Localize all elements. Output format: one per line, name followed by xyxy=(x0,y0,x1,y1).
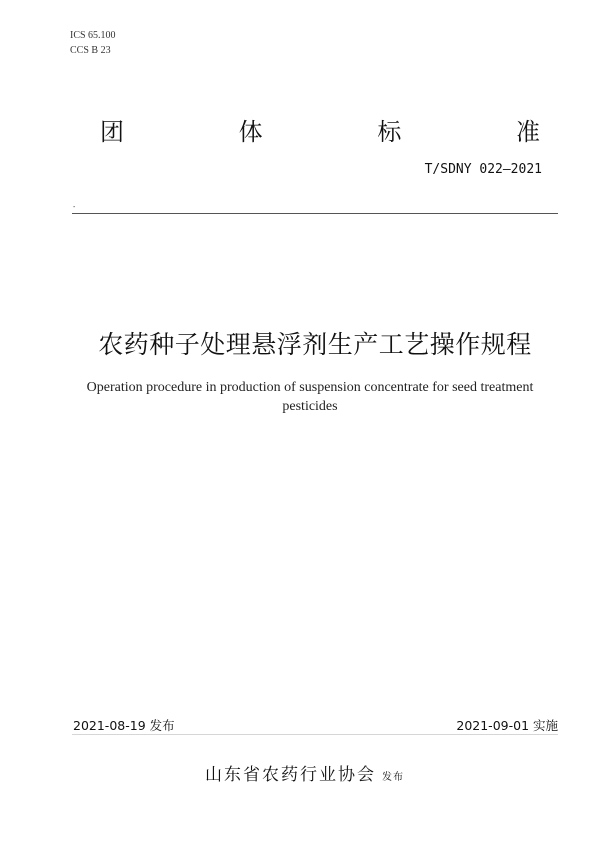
top-divider xyxy=(72,213,558,214)
standard-number: T/SDNY 022—2021 xyxy=(424,162,542,177)
doc-type-char: 体 xyxy=(238,118,263,146)
implementation-date: 2021-09-01 实施 xyxy=(456,718,558,733)
publisher-suffix: 发布 xyxy=(382,772,404,783)
ccs-code: CCS B 23 xyxy=(70,45,111,56)
ics-code: ICS 65.100 xyxy=(70,30,116,41)
title-en-line-2: pesticides xyxy=(282,399,338,414)
small-mark: - xyxy=(73,204,76,211)
title-en-line-1: Operation procedure in production of suspension concentrate for seed treatment xyxy=(86,380,534,395)
issue-date: 2021-08-19 发布 xyxy=(73,718,175,733)
doc-type-char: 准 xyxy=(515,118,540,146)
classification-codes xyxy=(70,28,116,58)
doc-type-char: 标 xyxy=(377,118,402,146)
publisher xyxy=(205,760,404,785)
document-type-heading xyxy=(100,112,540,147)
publisher-name: 山东省农药行业协会 xyxy=(205,765,376,785)
doc-type-char: 团 xyxy=(100,118,124,146)
document-title-en xyxy=(60,378,560,416)
document-title-zh: 农药种子处理悬浮剂生产工艺操作规程 xyxy=(98,330,532,359)
bottom-divider xyxy=(72,734,558,735)
